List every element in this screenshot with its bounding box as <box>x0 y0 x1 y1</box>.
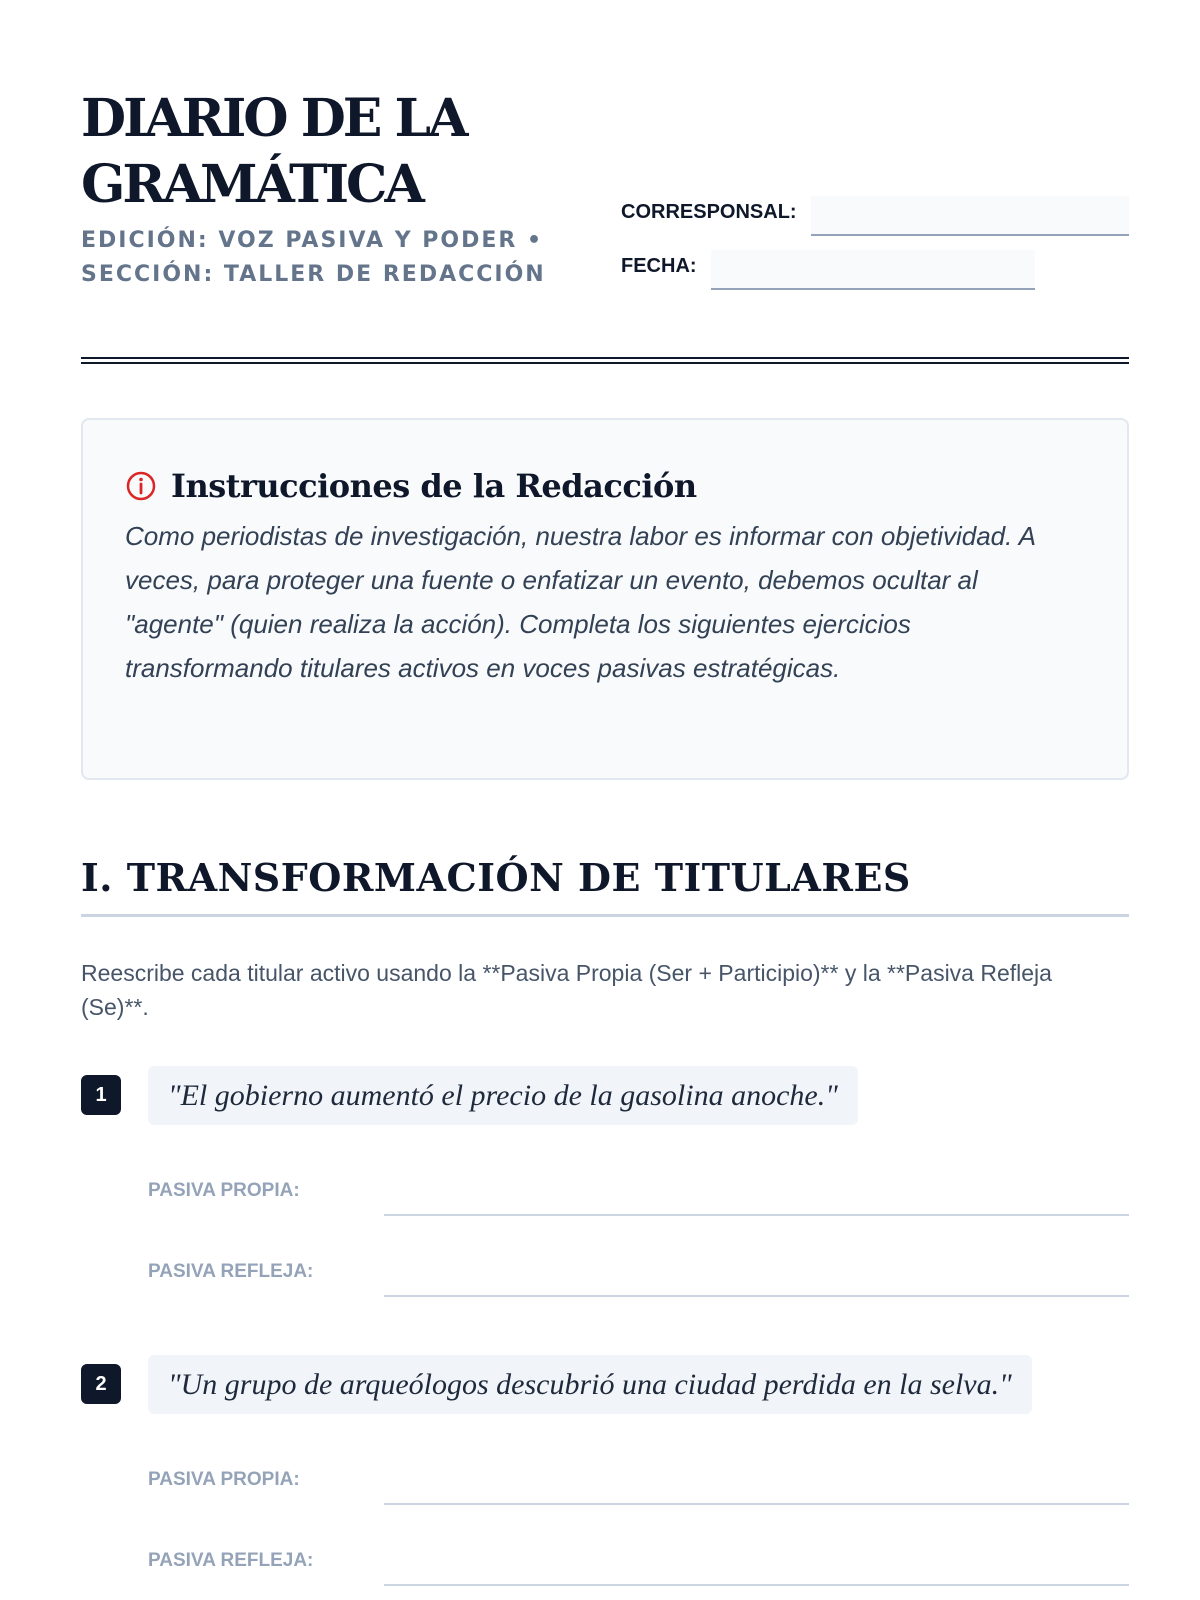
answer-row-pasiva-propia <box>148 1455 1129 1505</box>
exercise-number-badge: 1 <box>81 1075 121 1115</box>
answer-row-pasiva-refleja <box>148 1247 1129 1297</box>
edition-subtitle: EDICIÓN: VOZ PASIVA Y PODER • SECCIÓN: TALLER DE REDACCIÓN <box>81 228 546 287</box>
corresponsal-field[interactable] <box>811 196 1129 236</box>
answer-line[interactable] <box>384 1214 1129 1216</box>
masthead <box>81 86 641 292</box>
instructions-title: Instrucciones de la Redacción <box>171 467 697 505</box>
instructions-header <box>125 462 1085 510</box>
exercise-headline: "El gobierno aumentó el precio de la gasolina anoche." <box>148 1066 858 1125</box>
answer-line[interactable] <box>384 1503 1129 1505</box>
info-circle-icon <box>125 470 157 502</box>
instructions-box <box>81 418 1129 780</box>
header-divider <box>81 357 1129 364</box>
answer-row-pasiva-refleja <box>148 1536 1129 1586</box>
exercise-headline: "Un grupo de arqueólogos descubrió una ciudad perdida en la selva." <box>148 1355 1032 1414</box>
answer-label: PASIVA REFLEJA: <box>148 1261 314 1282</box>
answer-label: PASIVA PROPIA: <box>148 1180 300 1201</box>
section-divider <box>81 914 1129 917</box>
section-title: I. TRANSFORMACIÓN DE TITULARES <box>81 855 911 900</box>
answer-line[interactable] <box>384 1584 1129 1586</box>
answer-label: PASIVA PROPIA: <box>148 1469 300 1490</box>
corresponsal-row <box>621 192 1129 236</box>
page-title-line-2: GRAMÁTICA <box>81 154 422 215</box>
section-intro: Reescribe cada titular activo usando la **Pasiva Propia (Ser + Participio)** y la **Pasiva Refleja (Se)**. <box>81 960 1052 1020</box>
page-title-line-1: DIARIO DE LA <box>81 88 466 149</box>
answer-line[interactable] <box>384 1295 1129 1297</box>
fecha-field[interactable] <box>711 250 1035 290</box>
page-title <box>81 86 641 218</box>
answer-row-pasiva-propia <box>148 1166 1129 1216</box>
answer-label: PASIVA REFLEJA: <box>148 1550 314 1571</box>
meta-fields <box>621 192 1129 300</box>
corresponsal-label: CORRESPONSAL: <box>621 201 797 223</box>
fecha-label: FECHA: <box>621 255 697 277</box>
exercise-number-badge: 2 <box>81 1364 121 1404</box>
instructions-text: Como periodistas de investigación, nuestra labor es informar con objetividad. A veces, para proteger una fuente o enfatizar un evento, debemos ocultar al "agente" (quien realiza la acción). Completa los siguientes ejercicios transformando titulares activos en voces pasivas estratégicas. <box>125 521 1035 683</box>
fecha-row <box>621 246 1129 290</box>
